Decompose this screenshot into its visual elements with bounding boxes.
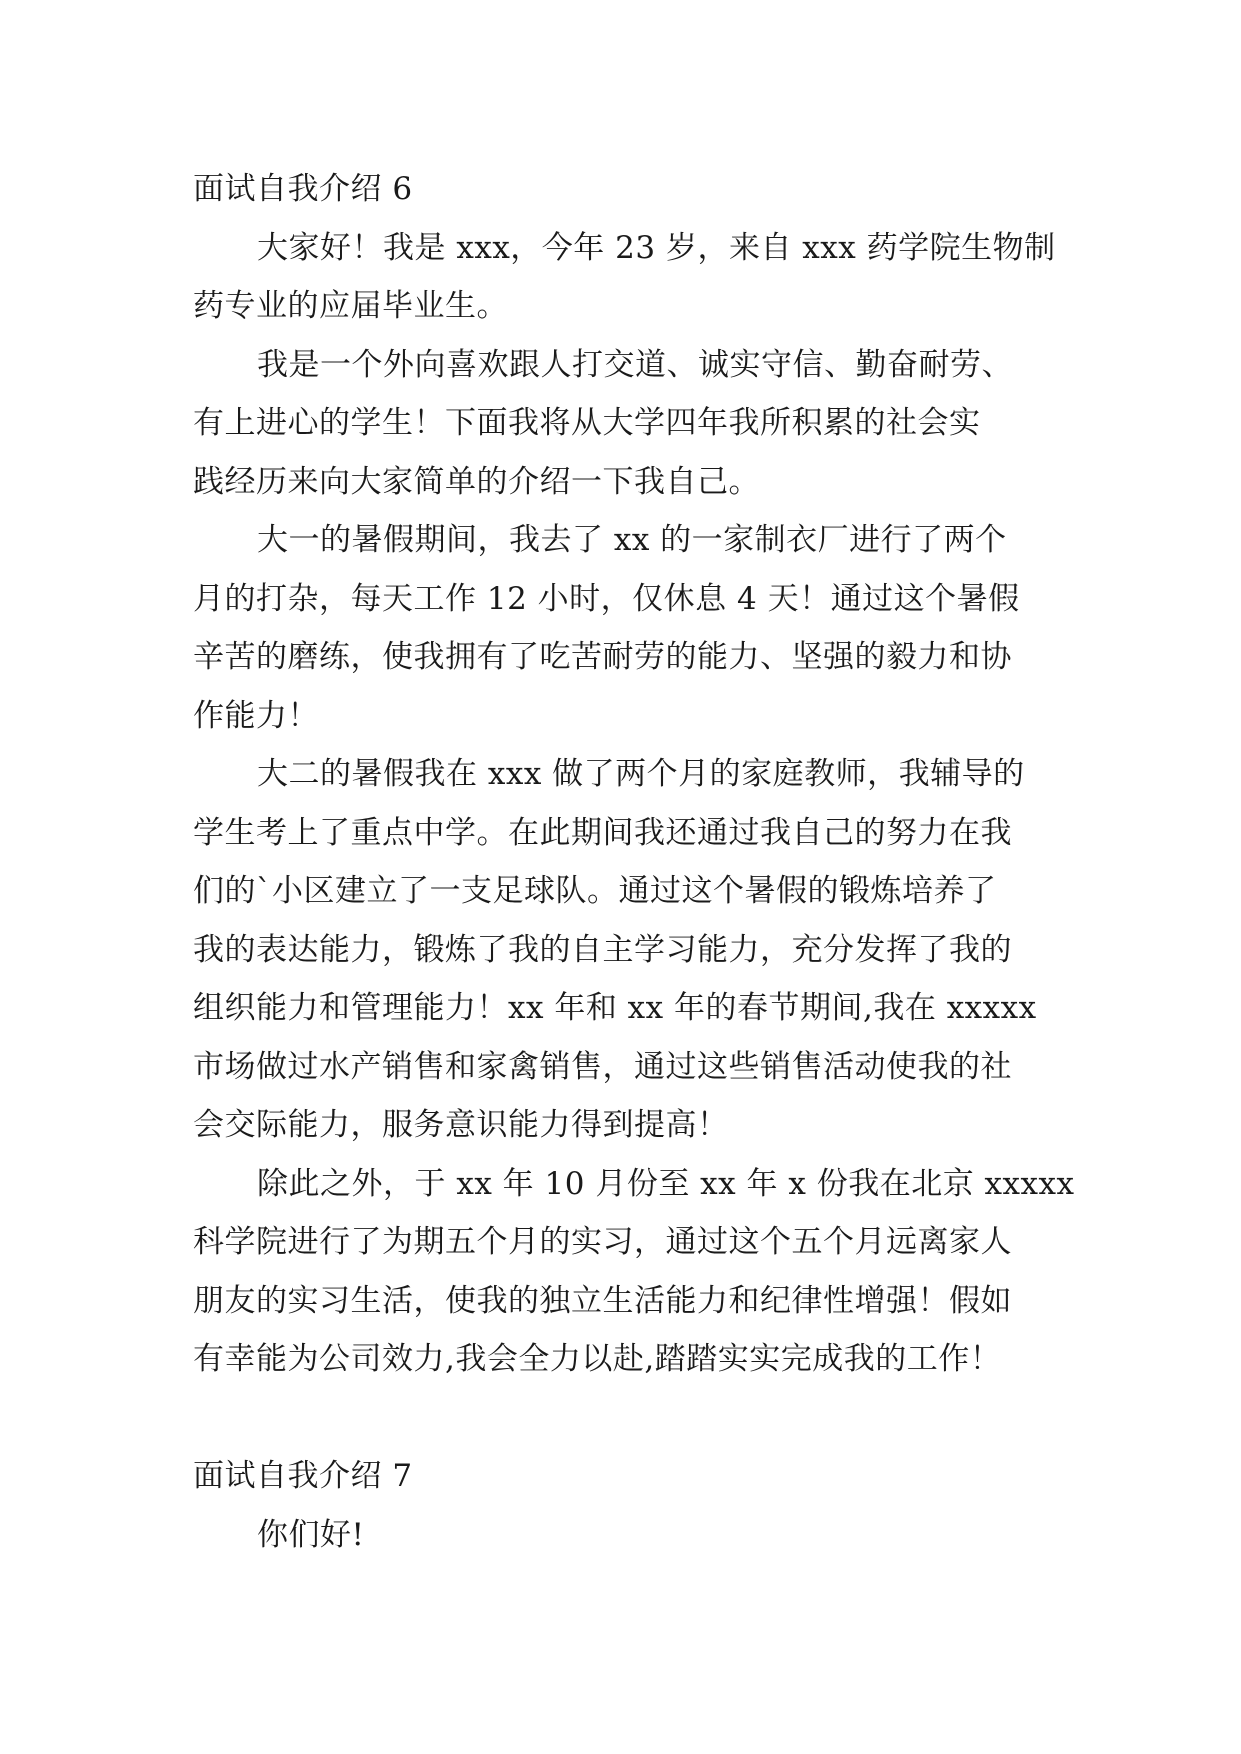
section-7-heading: 面试自我介绍 7 [193,1458,413,1494]
paragraph-2-line-1: 我是一个外向喜欢跟人打交道、诚实守信、勤奋耐劳、 [257,346,1013,383]
paragraph-2-line-3: 践经历来向大家简单的介绍一下我自己。 [193,463,760,500]
paragraph-4-line-1: 大二的暑假我在 xxx 做了两个月的家庭教师，我辅导的 [257,756,1025,792]
paragraph-3-line-2: 月的打杂，每天工作 12 小时，仅休息 4 天！通过这个暑假 [193,580,1020,617]
paragraph-3-line-1: 大一的暑假期间，我去了 xx 的一家制衣厂进行了两个 [257,522,1007,558]
paragraph-4-line-2: 学生考上了重点中学。在此期间我还通过我自己的努力在我 [193,814,1012,851]
paragraph-4-line-4: 我的表达能力，锻炼了我的自主学习能力，充分发挥了我的 [193,931,1012,968]
paragraph-2-line-2: 有上进心的学生！下面我将从大学四年我所积累的社会实 [193,405,981,441]
paragraph-1-line-2: 药专业的应届毕业生。 [193,288,508,324]
paragraph-4-line-7: 会交际能力，服务意识能力得到提高！ [193,1107,729,1143]
paragraph-5-line-2: 科学院进行了为期五个月的实习，通过这个五个月远离家人 [193,1224,1012,1260]
paragraph-1-line-1: 大家好！我是 xxx，今年 23 岁，来自 xxx 药学院生物制 [257,229,1056,266]
paragraph-5-line-4: 有幸能为公司效力,我会全力以赴,踏踏实实完成我的工作！ [193,1341,1002,1377]
paragraph-3-line-4: 作能力！ [193,697,319,734]
paragraph-4-line-6: 市场做过水产销售和家禽销售，通过这些销售活动使我的社 [193,1048,1012,1085]
paragraph-5-line-1: 除此之外，于 xx 年 10 月份至 xx 年 x 份我在北京 xxxxx [257,1165,1075,1202]
paragraph-5-line-3: 朋友的实习生活，使我的独立生活能力和纪律性增强！假如 [193,1282,1012,1319]
section-7-greeting: 你们好! [257,1516,365,1553]
paragraph-4-line-5: 组织能力和管理能力！xx 年和 xx 年的春节期间,我在 xxxxx [193,990,1037,1026]
paragraph-3-line-3: 辛苦的磨练，使我拥有了吃苦耐劳的能力、坚强的毅力和协 [193,639,1012,675]
section-6-heading: 面试自我介绍 6 [193,171,413,207]
document-body [193,160,1075,1564]
section-spacer [193,1389,1055,1448]
paragraph-4-line-3: 们的`小区建立了一支足球队。通过这个暑假的锻炼培养了 [193,873,997,909]
